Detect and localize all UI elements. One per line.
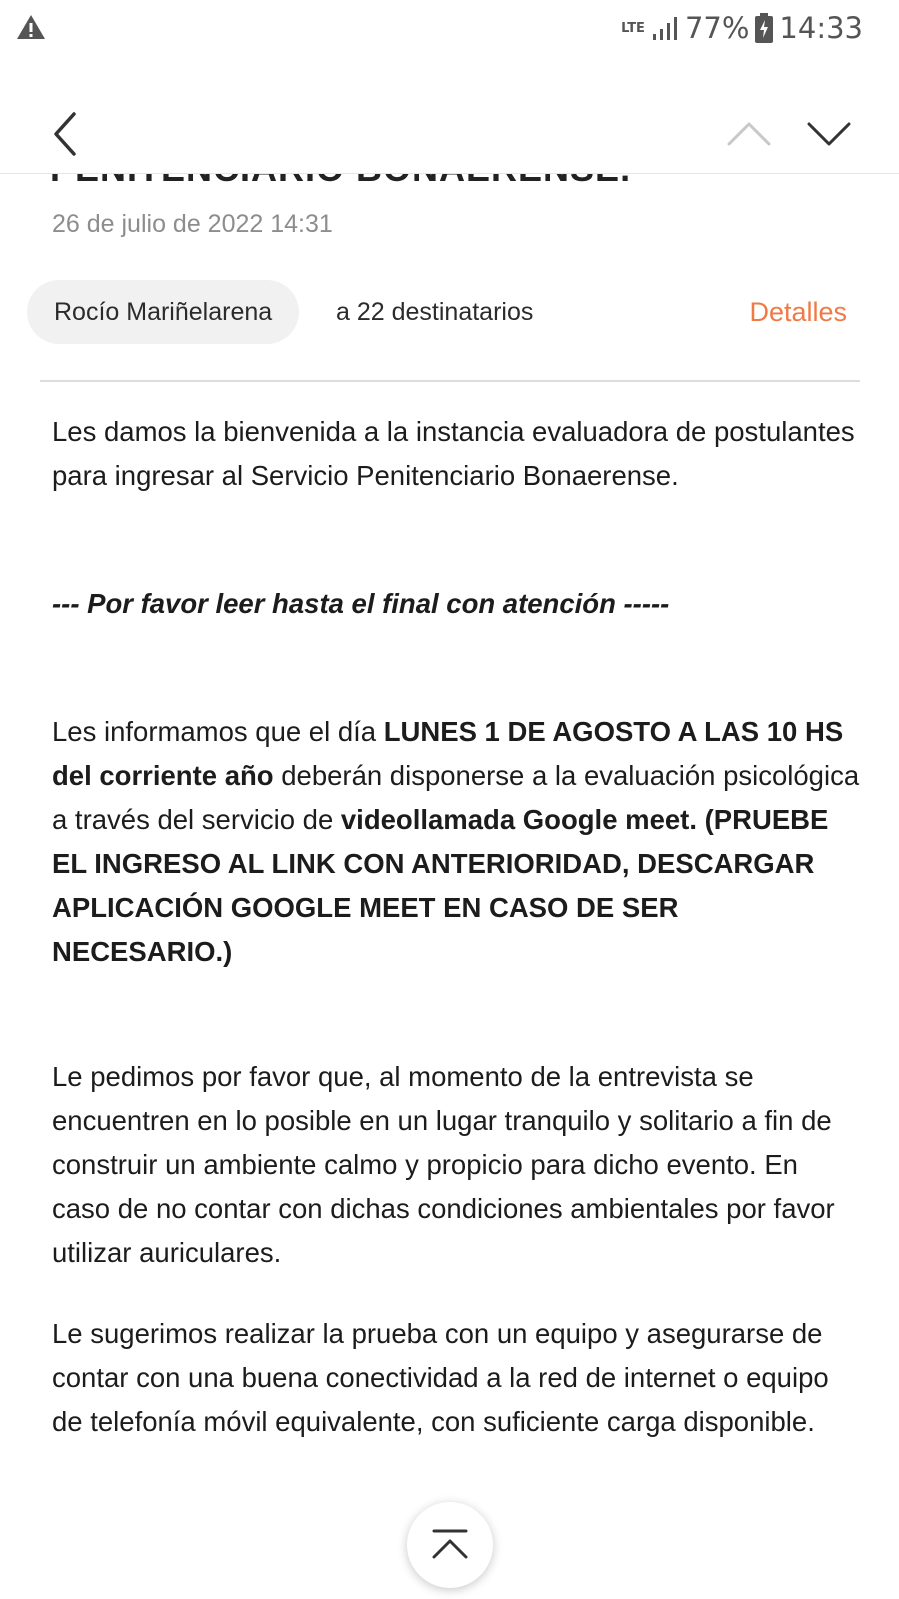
mail-toolbar	[0, 70, 899, 174]
next-email-button[interactable]	[804, 114, 854, 154]
schedule-platform: videollamada Google meet. (PRUEBE EL INGRESO AL LINK CON ANTERIORIDAD, DESCARGAR APLICACIÓN GOOGLE MEET EN CASO DE SER NECESARIO.)	[52, 804, 829, 967]
battery-charging-icon	[755, 13, 773, 43]
scroll-to-top-button[interactable]	[407, 1502, 493, 1588]
status-bar	[0, 0, 899, 56]
details-link[interactable]: Detalles	[749, 297, 847, 327]
body-paragraph-environment: Le pedimos por favor que, al momento de la entrevista se encuentren en lo posible en un lugar tranquilo y solitario a fin de construir un ambiente calmo y propicio para dicho evento. En caso de no contar con dichas condiciones ambientales por favor utilizar auriculares.	[52, 1061, 835, 1268]
email-date: 26 de julio de 2022 14:31	[52, 210, 333, 238]
body-paragraph-connectivity: Le sugerimos realizar la prueba con un equipo y asegurarse de contar con una buena conectividad a la red de internet o equipo de telefonía móvil equivalente, con suficiente carga disponible.	[52, 1318, 829, 1437]
body-paragraph-welcome: Les damos la bienvenida a la instancia evaluadora de postulantes para ingresar al Servicio Penitenciario Bonaerense.	[52, 416, 855, 491]
schedule-date: LUNES 1 DE AGOSTO A LAS 10 HS del corriente año	[52, 716, 844, 791]
body-paragraph-schedule	[52, 710, 862, 974]
body-paragraph-note: --- Por favor leer hasta el final con atención -----	[52, 588, 670, 619]
schedule-text-intro: Les informamos que el día	[52, 716, 384, 747]
clock: 14:33	[779, 11, 863, 45]
header-divider	[40, 380, 860, 382]
schedule-text-middle: deberán disponerse a la evaluación psicológica a través del servicio de	[52, 760, 860, 835]
back-button[interactable]	[46, 104, 86, 164]
recipients-count: a 22 destinatarios	[336, 298, 534, 326]
network-type: LTE	[621, 20, 645, 36]
previous-email-button[interactable]	[724, 114, 774, 154]
arrow-to-top-icon	[407, 1502, 493, 1588]
signal-icon	[651, 15, 679, 41]
warning-icon	[16, 14, 46, 40]
status-indicators	[621, 10, 863, 46]
battery-percent: 77%	[684, 11, 750, 45]
sender-chip[interactable]: Rocío Mariñelarena	[27, 280, 299, 344]
toolbar-divider	[0, 173, 899, 174]
